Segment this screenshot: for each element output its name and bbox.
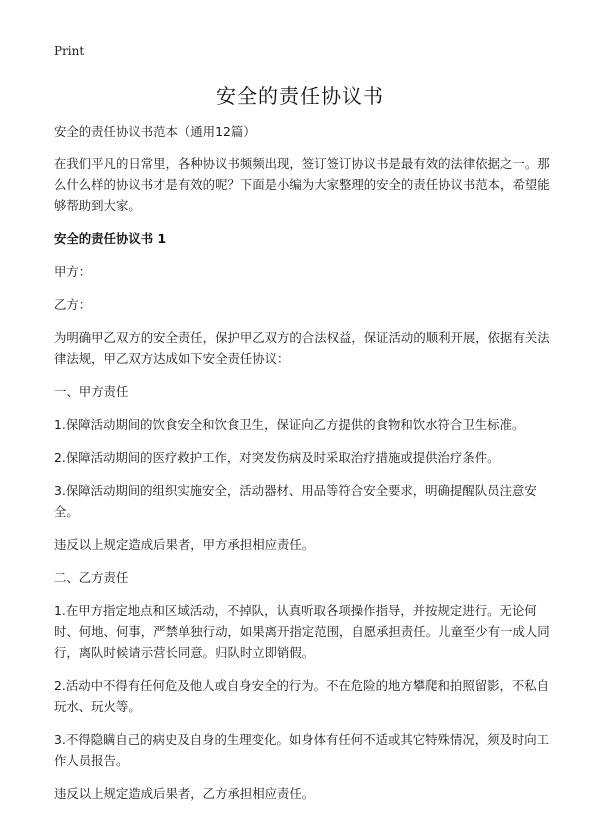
part-one-penalty: 违反以上规定造成后果者，甲方承担相应责任。 [54,537,315,552]
document-body [54,121,560,816]
part-two-item: 2.活动中不得有任何危及他人或自身安全的行为。不在危险的地方攀爬和拍照留影，不私自玩水、玩火等。 [54,678,550,714]
part-two-item: 3.不得隐瞒自己的病史及自身的生理变化。如身体有任何不适或其它特殊情况，须及时向工作人员报告。 [54,732,550,768]
print-label[interactable]: Print [54,44,85,58]
part-one-heading: 一、甲方责任 [54,384,129,399]
document-title: 安全的责任协议书 [216,84,384,108]
part-one-item: 2.保障活动期间的医疗救护工作，对突发伤病及时采取治疗措施或提供治疗条件。 [54,450,500,465]
section-title: 安全的责任协议书 1 [54,231,167,246]
party-b-line: 乙方： [54,297,92,312]
document-subtitle: 安全的责任协议书范本（通用12篇） [54,124,256,139]
part-one-item: 1.保障活动期间的饮食安全和饮食卫生，保证向乙方提供的食物和饮水符合卫生标准。 [54,417,525,432]
part-two-item: 1.在甲方指定地点和区域活动，不掉队，认真听取各项操作指导，并按规定进行。无论何时、何地、何事，严禁单独行动，如果离开指定范围，自愿承担责任。儿童至少有一成人同行，离队时候请示营长同意。归队时立即销假。 [54,603,550,660]
preamble-paragraph: 为明确甲乙双方的安全责任，保护甲乙双方的合法权益，保证活动的顺利开展，依据有关法律法规，甲乙双方达成如下安全责任协议： [54,330,550,366]
part-two-penalty: 违反以上规定造成后果者，乙方承担相应责任。 [54,786,315,801]
part-one-item: 3.保障活动期间的组织实施安全，活动器材、用品等符合安全要求，明确提醒队员注意安全。 [54,483,537,519]
party-a-line: 甲方： [54,264,92,279]
intro-paragraph: 在我们平凡的日常里，各种协议书频频出现，签订签订协议书是最有效的法律依据之一。那么什么样的协议书才是有效的呢？下面是小编为大家整理的安全的责任协议书范本，希望能够帮助到大家。 [54,156,550,213]
part-two-heading: 二、乙方责任 [54,570,129,585]
